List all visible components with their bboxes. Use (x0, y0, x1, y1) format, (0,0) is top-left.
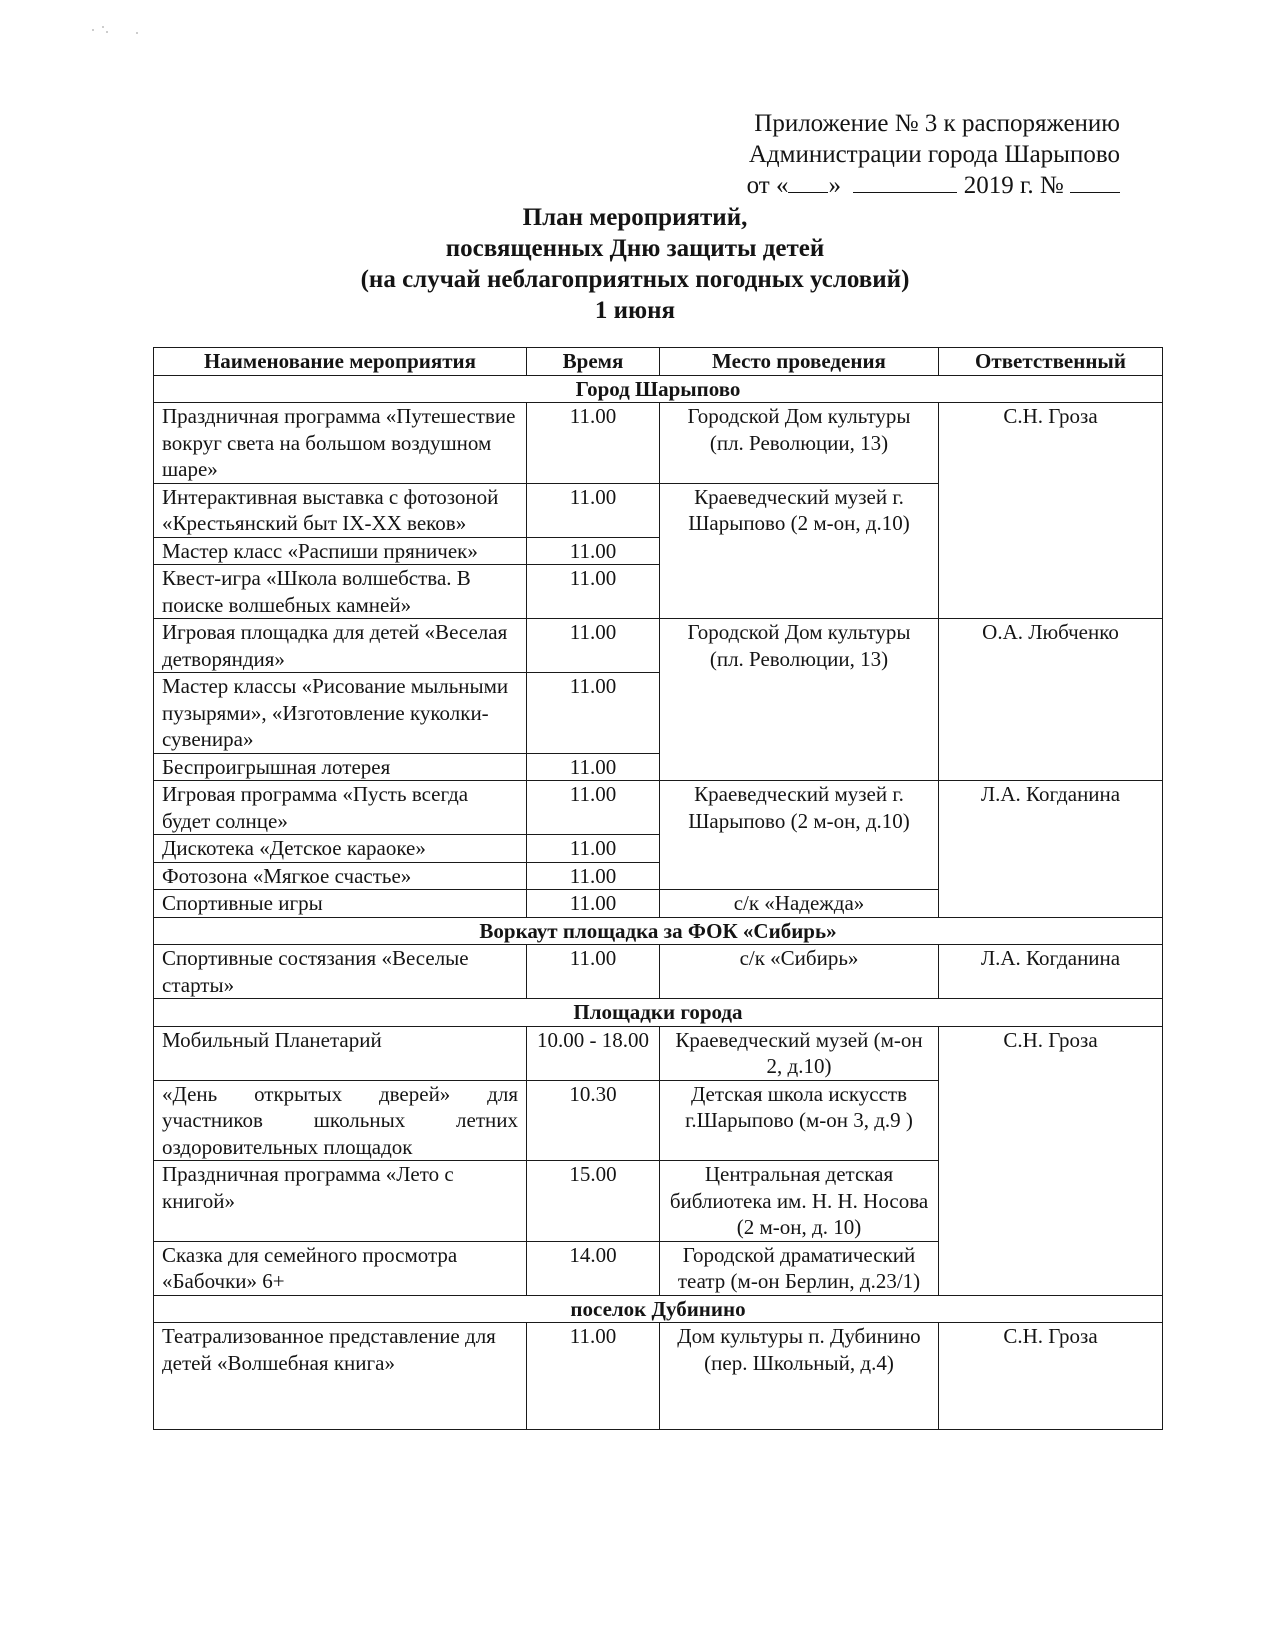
event-time: 15.00 (527, 1161, 660, 1242)
event-name: Праздничная программа «Лето с книгой» (154, 1161, 527, 1242)
event-place: Городской Дом культуры (пл. Революции, 13) (660, 403, 939, 484)
title-line-2: посвященных Дню защиты детей (445, 235, 825, 262)
event-time: 11.00 (527, 890, 660, 918)
event-place: с/к «Надежда» (660, 890, 939, 918)
event-name: «День открытых дверей» для участников школьных летних оздоровительных площадок (154, 1080, 527, 1161)
section-title: поселок Дубинино (154, 1295, 1163, 1323)
event-time: 10.30 (527, 1080, 660, 1161)
event-name: Мастер класс «Распиши пряничек» (154, 537, 527, 565)
annex-date-mid: » (828, 172, 841, 199)
event-time: 11.00 (527, 862, 660, 890)
header-responsible: Ответственный (939, 348, 1163, 376)
event-name: Сказка для семейного просмотра «Бабочки» 6+ (154, 1241, 527, 1295)
event-responsible: Л.А. Когданина (939, 781, 1163, 918)
event-place: Городской Дом культуры (пл. Революции, 13) (660, 619, 939, 781)
event-time: 14.00 (527, 1241, 660, 1295)
annex-year: 2019 г. № (963, 172, 1064, 199)
event-name: Мобильный Планетарий (154, 1026, 527, 1080)
table-row (154, 1026, 1163, 1080)
section-row (154, 375, 1163, 403)
event-responsible: С.Н. Гроза (939, 1323, 1163, 1430)
event-responsible: С.Н. Гроза (939, 1026, 1163, 1295)
event-time: 11.00 (527, 537, 660, 565)
event-name: Игровая площадка для детей «Веселая детворяндия» (154, 619, 527, 673)
scan-specks (92, 26, 142, 34)
event-time: 11.00 (527, 673, 660, 754)
event-time: 11.00 (527, 403, 660, 484)
event-responsible: С.Н. Гроза (939, 403, 1163, 619)
event-responsible: О.А. Любченко (939, 619, 1163, 781)
event-place: Дом культуры п. Дубинино (пер. Школьный, д.4) (660, 1323, 939, 1430)
event-name: Дискотека «Детское караоке» (154, 835, 527, 863)
event-name: Спортивные состязания «Веселые старты» (154, 945, 527, 999)
section-row (154, 917, 1163, 945)
event-place: Краеведческий музей г. Шарыпово (2 м-он, д.10) (660, 483, 939, 619)
event-place: Краеведческий музей (м-он 2, д.10) (660, 1026, 939, 1080)
section-row (154, 1295, 1163, 1323)
event-place: Детская школа искусств г.Шарыпово (м-он 3, д.9 ) (660, 1080, 939, 1161)
event-time: 11.00 (527, 1323, 660, 1430)
header-place: Место проведения (660, 348, 939, 376)
event-responsible: Л.А. Когданина (939, 945, 1163, 999)
title-line-3: (на случай неблагоприятных погодных условий) (360, 266, 910, 293)
event-time: 11.00 (527, 835, 660, 863)
event-time: 11.00 (527, 483, 660, 537)
event-name: Театрализованное представление для детей «Волшебная книга» (154, 1323, 527, 1430)
annex-header (700, 108, 1120, 201)
event-name: Игровая программа «Пусть всегда будет солнце» (154, 781, 527, 835)
event-name: Интерактивная выставка с фотозоной «Крестьянский быт IX-XX веков» (154, 483, 527, 537)
annex-date-prefix: от « (746, 172, 789, 199)
table-row (154, 403, 1163, 484)
event-place: Краеведческий музей г. Шарыпово (2 м-он, д.10) (660, 781, 939, 890)
document-title (140, 202, 1130, 326)
event-time: 10.00 - 18.00 (527, 1026, 660, 1080)
title-line-4: 1 июня (594, 297, 676, 324)
section-title: Воркаут площадка за ФОК «Сибирь» (154, 917, 1163, 945)
event-time: 11.00 (527, 565, 660, 619)
header-time: Время (527, 348, 660, 376)
event-place: Городской драматический театр (м-он Берлин, д.23/1) (660, 1241, 939, 1295)
day-blank (788, 170, 828, 193)
annex-line-1: Приложение № 3 к распоряжению (754, 110, 1120, 137)
table-header-row (154, 348, 1163, 376)
section-title: Город Шарыпово (154, 375, 1163, 403)
event-name: Спортивные игры (154, 890, 527, 918)
event-name: Фотозона «Мягкое счастье» (154, 862, 527, 890)
event-name: Беспроигрышная лотерея (154, 753, 527, 781)
event-time: 11.00 (527, 619, 660, 673)
event-place: с/к «Сибирь» (660, 945, 939, 999)
table-row (154, 1323, 1163, 1430)
event-name: Квест-игра «Школа волшебства. В поиске волшебных камней» (154, 565, 527, 619)
event-time: 11.00 (527, 753, 660, 781)
section-title: Площадки города (154, 999, 1163, 1027)
annex-line-3 (700, 170, 1120, 201)
table-row (154, 781, 1163, 835)
table-row (154, 619, 1163, 673)
event-name: Мастер классы «Рисование мыльными пузырями», «Изготовление куколки-сувенира» (154, 673, 527, 754)
event-time: 11.00 (527, 781, 660, 835)
event-place: Центральная детская библиотека им. Н. Н. Носова (2 м-он, д. 10) (660, 1161, 939, 1242)
events-table (153, 347, 1163, 1430)
section-row (154, 999, 1163, 1027)
number-blank (1070, 170, 1120, 193)
event-name: Праздничная программа «Путешествие вокруг света на большом воздушном шаре» (154, 403, 527, 484)
table-row (154, 945, 1163, 999)
header-event-name: Наименование мероприятия (154, 348, 527, 376)
annex-line-2: Администрации города Шарыпово (748, 141, 1120, 168)
month-blank (853, 170, 957, 193)
title-line-1: План мероприятий, (522, 204, 748, 231)
event-time: 11.00 (527, 945, 660, 999)
